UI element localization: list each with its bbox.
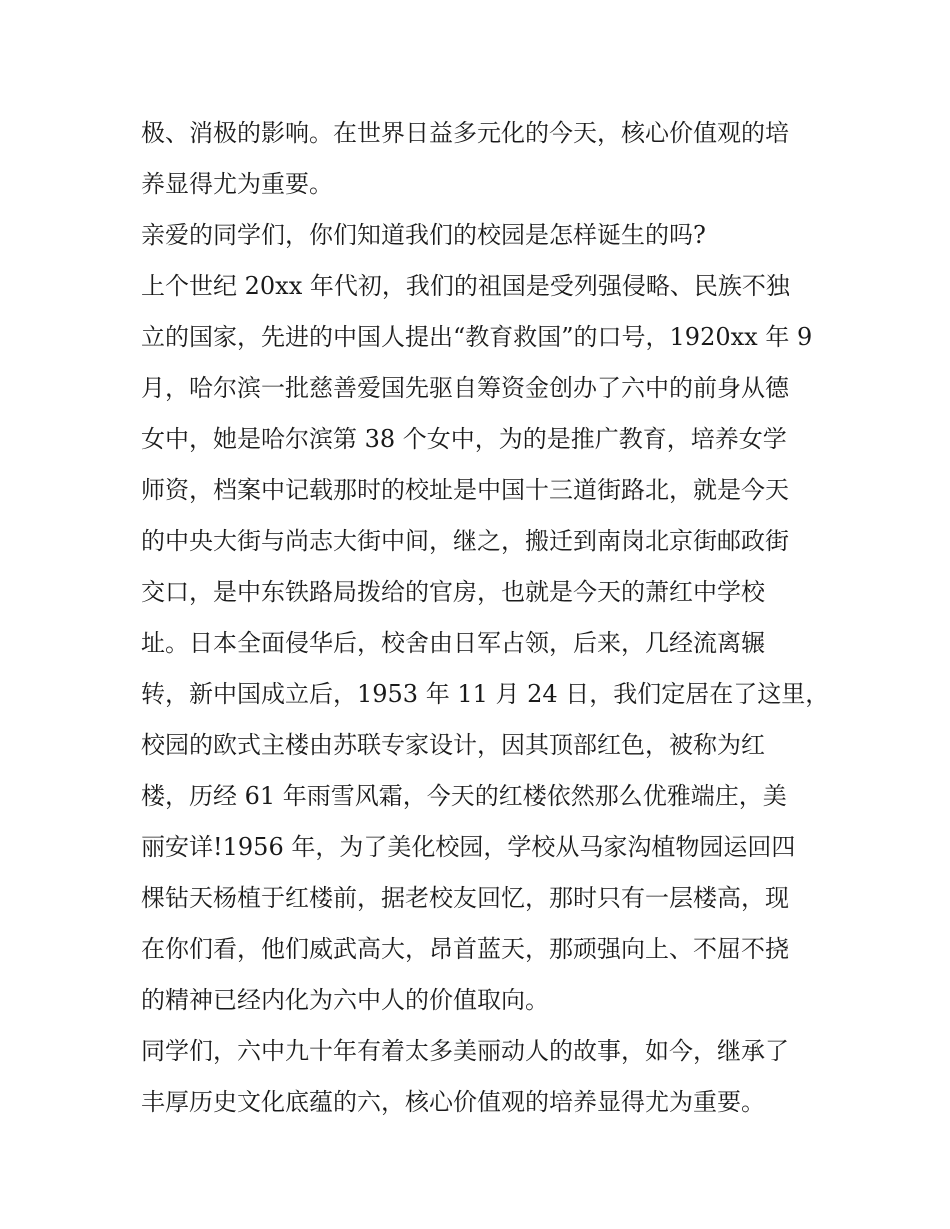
text-line: 址。日本全面侵华后，校舍由日军占领，后来，几经流离辗 [141, 629, 765, 657]
text-line: 的精神已经内化为六中人的价值取向。 [141, 986, 549, 1014]
text-line: 的中央大街与尚志大街中间，继之，搬迁到南岗北京街邮政街 [141, 527, 789, 555]
text-line: 上个世纪 20xx 年代初，我们的祖国是受列强侵略、民族不独 [141, 272, 790, 300]
text-line: 女中，她是哈尔滨第 38 个女中，为的是推广教育，培养女学 [141, 425, 787, 453]
text-line: 养显得尤为重要。 [141, 170, 333, 198]
text-line: 同学们，六中九十年有着太多美丽动人的故事，如今，继承了 [141, 1037, 789, 1065]
text-line: 立的国家，先进的中国人提出“教育救国”的口号，1920xx 年 9 [141, 323, 813, 351]
text-line: 丰厚历史文化底蕴的六，核心价值观的培养显得尤为重要。 [141, 1088, 765, 1116]
text-line: 丽安详!1956 年，为了美化校园，学校从马家沟植物园运回四 [141, 833, 796, 861]
document-body [141, 108, 830, 1128]
text-line: 师资，档案中记载那时的校址是中国十三道街路北，就是今天 [141, 476, 789, 504]
text-line: 棵钻天杨植于红楼前，据老校友回忆，那时只有一层楼高，现 [141, 884, 789, 912]
text-line: 亲爱的同学们，你们知道我们的校园是怎样诞生的吗? [141, 221, 706, 249]
text-line: 极、消极的影响。在世界日益多元化的今天，核心价值观的培 [141, 119, 789, 147]
text-line: 转，新中国成立后，1953 年 11 月 24 日，我们定居在了这里， [141, 680, 830, 708]
text-line: 交口，是中东铁路局拨给的官房，也就是今天的萧红中学校 [141, 578, 765, 606]
text-line: 月，哈尔滨一批慈善爱国先驱自筹资金创办了六中的前身从德 [141, 374, 789, 402]
text-line: 校园的欧式主楼由苏联专家设计，因其顶部红色，被称为红 [141, 731, 765, 759]
text-line: 在你们看，他们威武高大，昂首蓝天，那顽强向上、不屈不挠 [141, 935, 789, 963]
text-line: 楼，历经 61 年雨雪风霜，今天的红楼依然那么优雅端庄，美 [141, 782, 787, 810]
